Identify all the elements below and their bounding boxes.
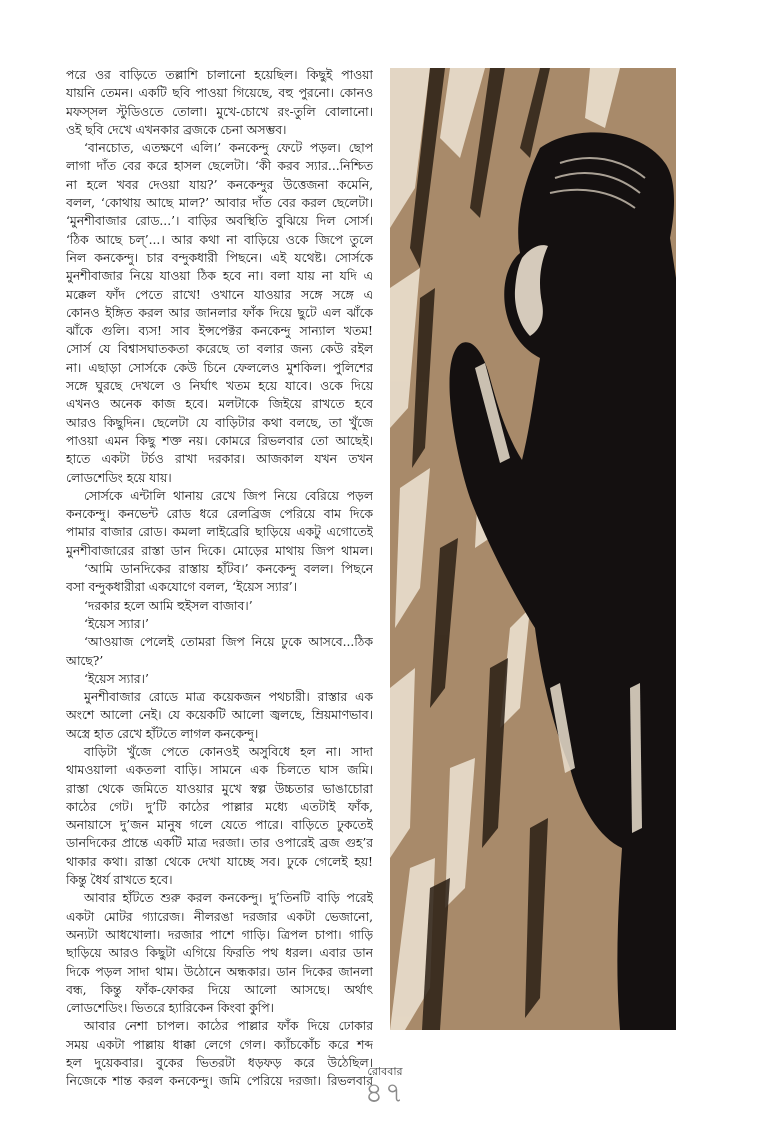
woodcut-illustration [390, 68, 676, 1030]
text-line: ‘ইয়েস স্যার।’ [84, 671, 149, 686]
text-line: অন্যটা আধখোলা। দরজার পাশে গাড়ি। ত্রিপল চাপা। গাড়ি [66, 927, 373, 942]
text-line: থামওয়ালা একতলা বাড়ি। সামনে এক চিলতে ঘাস জমি। [66, 763, 373, 778]
text-line: আরও কিছুদিন। ছেলেটা যে বাড়িটার কথা বলছে, তা খুঁজে [66, 415, 373, 430]
text-line: ‘ইয়েস স্যার।’ [84, 616, 149, 631]
text-line: অংশে আলো নেই। যে কয়েকটি আলো জ্বলছে, ম্রিয়মাণভাব। [66, 708, 373, 723]
text-line: কিন্তু ধৈর্য রাখতে হবে। [66, 873, 173, 888]
text-line: না। এছাড়া সোর্সকে কেউ চিনে ফেললেও মুশকিল। পুলিশের [66, 360, 373, 375]
text-line: না হলে খবর দেওয়া যায়?’ কনকেন্দুর উত্তেজনা কমেনি, [66, 177, 373, 192]
text-line: সোর্স যে বিশ্বাসঘাতকতা করেছে তা বলার জন্য কেউ রইল [66, 342, 373, 357]
text-line: ‘মুনশীবাজার রোড...’। বাড়ির অবস্থিতি বুঝিয়ে দিল সোর্স। [66, 214, 373, 229]
text-line: লাগা দাঁত বের করে হাসল ছেলেটা। ‘কী করব স্যার...নিশ্চিত [66, 159, 373, 174]
text-line: পাওয়া এমন কিছু শক্ত নয়। কোমরে রিভলবার তো আছেই। [66, 433, 373, 448]
text-line: দিকে পড়ল সাদা থাম। উঠোনে অন্ধকার। ডান দিকের জানলা [66, 964, 373, 979]
text-line: মফস্সল স্টুডিওতে তোলা। মুখে-চোখে রং-তুলি বোলানো। [66, 104, 373, 119]
text-line: লোডশেডিং হয়ে যায়। [66, 470, 172, 485]
text-line: নিল কনকেন্দু। চার বন্দুকধারী পিছনে। এই যথেষ্ট। সোর্সকে [66, 250, 373, 265]
text-line: সোর্সকে এন্টালি থানায় রেখে জিপ নিয়ে বেরিয়ে পড়ল [84, 488, 373, 503]
text-line: ডানদিকের প্রান্তে একটি মাত্র দরজা। তার ওপারেই ব্রজ গুহ’র [66, 836, 373, 851]
text-line: মুনশীবাজার রোডে মাত্র কয়েকজন পথচারী। রাস্তার এক [84, 690, 373, 705]
text-line: রাস্তা থেকে জমিতে যাওয়ার মুখে স্বল্প উচ্চতার ভাঙাচোরা [66, 781, 373, 796]
text-line: কাঠের গেট। দু’টি কাঠের পাল্লার মধ্যে এতটাই ফাঁক, [66, 799, 373, 814]
text-line: লোডশেডিং। ভিতরে হ্যারিকেন কিংবা কুপি। [66, 1001, 274, 1016]
text-line: পরে ওর বাড়িতে তল্লাশি চালানো হয়েছিল। কিছুই পাওয়া [66, 68, 373, 82]
text-line: ওই ছবি দেখে এখনকার ব্রজকে চেনা অসম্ভব। [66, 122, 287, 137]
text-line: বলল, ‘কোথায় আছে মাল?’ আবার দাঁত বের করল ছেলেটা। [66, 196, 373, 211]
text-line: নিজেকে শান্ত করল কনকেন্দু। জমি পেরিয়ে দরজা। রিভলবার [66, 1074, 373, 1089]
text-line: হাতে একটা টর্চও রাখা দরকার। আজকাল যখন তখন [66, 452, 373, 467]
text-line: ‘বানচোত, এতক্ষণে এলি।’ কনকেন্দু ফেটে পড়ল। ছোপ [84, 141, 373, 156]
text-line: সঙ্গে ঘুরছে দেখলে ও নির্ঘাৎ খতম হয়ে যাবে। ওকে দিয়ে [66, 379, 373, 394]
text-line: এখনও অনেক কাজ হবে। মলটাকে জিইয়ে রাখতে হবে [66, 397, 373, 412]
page-number: ৪৭ [364, 1076, 406, 1109]
text-line: বন্ধ, কিন্তু ফাঁক-ফোকর দিয়ে আলো আসছে। অর্থাৎ [66, 982, 373, 997]
text-line: ‘ঠিক আছে চল্’...। আর কথা না বাড়িয়ে ওকে জিপে তুলে [66, 232, 373, 247]
text-line: আছে?’ [66, 653, 104, 668]
text-line: বাড়িটা খুঁজে পেতে কোনওই অসুবিধে হল না। সাদা [84, 744, 373, 759]
text-line: আবার হাঁটতে শুরু করল কনকেন্দু। দু’তিনটি বাড়ি পরেই [84, 891, 373, 906]
text-line: পামার বাজার রোড। কমলা লাইব্রেরি ছাড়িয়ে একটু এগোতেই [66, 525, 373, 540]
text-line: ‘আওয়াজ পেলেই তোমরা জিপ নিয়ে ঢুকে আসবে...ঠিক [84, 635, 373, 650]
text-line: ‘আমি ডানদিকের রাস্তায় হাঁটব।’ কনকেন্দু বলল। পিছনে [84, 562, 373, 577]
text-line: অনায়াসে দু’জন মানুষ গলে যেতে পারে। বাড়িতে ঢুকতেই [66, 818, 373, 833]
illustration-art [390, 68, 676, 1030]
text-line: মুনশীবাজারের রাস্তা ডান দিকে। মোড়ের মাথায় জিপ থামল। [66, 543, 373, 558]
text-line: কোনও ইঙ্গিত করল আর জানলার ফাঁক দিয়ে ছুটে এল ঝাঁকে [66, 305, 373, 320]
section-name: রোববার [367, 1065, 403, 1078]
text-line: ‘দরকার হলে আমি হুইসল বাজাব।’ [84, 598, 253, 613]
text-line: ছাড়িয়ে আরও কিছুটা এগিয়ে ফিরতি পথ ধরল। এবার ডান [66, 946, 373, 961]
article-body [66, 66, 373, 1091]
text-line: মক্কেল ফাঁদ পেতে রাখে! ওখানে যাওয়ার সঙ্গে সঙ্গে এ [66, 287, 373, 302]
text-line: সময় একটা পাল্লায় ধাক্কা লেগে গেল। ক্যাঁচকোঁচ করে শব্দ [66, 1037, 373, 1052]
text-line: বসা বন্দুকধারীরা একযোগে বলল, ‘ইয়েস স্যার’। [66, 580, 298, 595]
text-line: যায়নি তেমন। একটি ছবি পাওয়া গিয়েছে, বহু পুরনো। কোনও [66, 86, 373, 101]
text-line: আবার নেশা চাপল। কাঠের পাল্লার ফাঁক দিয়ে ঢোকার [84, 1019, 373, 1034]
text-line: ঝাঁকে গুলি। ব্যস! সাব ইন্সপেক্টর কনকেন্দু সান্যাল খতম! [66, 324, 373, 339]
text-line: থাকার কথা। রাস্তা থেকে দেখা যাচ্ছে সব। ঢুকে গেলেই হয়! [66, 854, 373, 869]
text-line: কনকেন্দু। কনভেন্ট রোড ধরে রেলব্রিজ পেরিয়ে বাম দিকে [66, 507, 373, 522]
text-line: অস্ত্রে হাত রেখে হাঁটতে লাগল কনকেন্দু। [66, 726, 259, 741]
text-line: মুনশীবাজার নিয়ে যাওয়া ঠিক হবে না। বলা যায় না যদি এ [66, 269, 373, 284]
text-line: হল দুয়েকবার। বুকের ভিতরটা ধড়ফড় করে উঠেছিল। [66, 1056, 373, 1071]
text-line: একটা মোটর গ্যারেজ। নীলরঙা দরজার একটা ভেজানো, [66, 909, 373, 924]
